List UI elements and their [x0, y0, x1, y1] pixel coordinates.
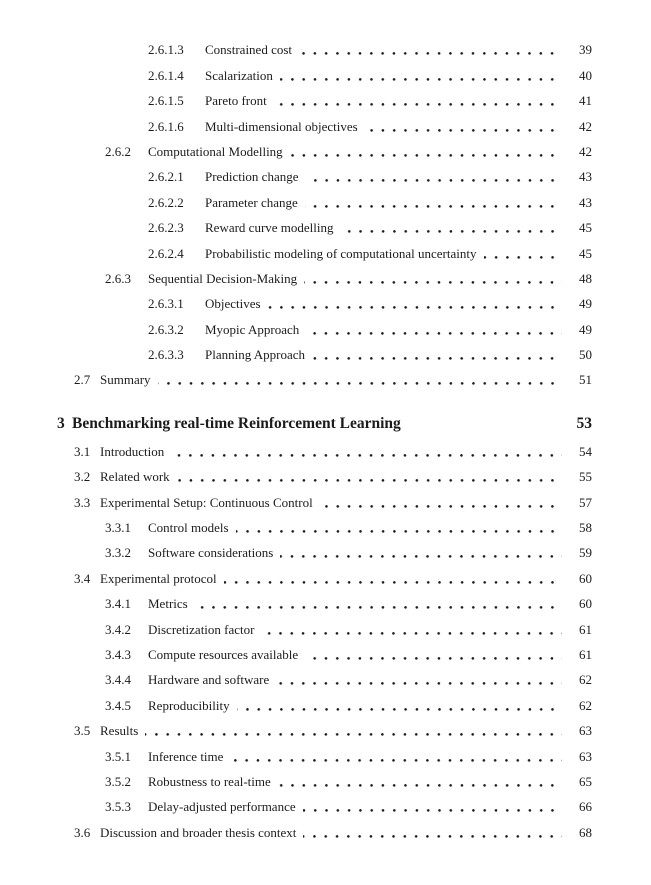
toc-entry-number: 3.5: [74, 723, 91, 739]
toc-entry-title: Planning Approach: [205, 347, 306, 363]
toc-entry[interactable]: [47, 790, 592, 815]
toc-entry-page: 54: [579, 443, 592, 459]
toc-entry-number: 3.4.5: [105, 697, 131, 713]
toc-entry-page: 65: [579, 773, 592, 789]
toc-entry-title: Results: [100, 723, 139, 739]
toc-entry-page: 58: [579, 520, 592, 536]
dot-leader: [195, 606, 562, 609]
toc-entry[interactable]: [47, 287, 592, 312]
toc-entry-number: 2.6.2.2: [148, 194, 184, 210]
toc-entry-title: Myopic Approach: [205, 321, 300, 337]
toc-entry-page: 62: [579, 672, 592, 688]
toc-entry-number: 2.6.1.3: [148, 42, 184, 58]
toc-entry[interactable]: [47, 185, 592, 210]
toc-entry[interactable]: [47, 262, 592, 287]
toc-entry[interactable]: [47, 587, 592, 612]
toc-entry-page: 43: [579, 194, 592, 210]
toc-entry[interactable]: [47, 612, 592, 637]
toc-entry[interactable]: [47, 663, 592, 688]
toc-entry-page: 61: [579, 621, 592, 637]
toc-entry-title: Computational Modelling: [148, 143, 283, 159]
dot-leader: [280, 555, 562, 558]
toc-entry-title: Introduction: [100, 443, 165, 459]
toc-entry-number: 3.1: [74, 443, 91, 459]
toc-entry[interactable]: [47, 236, 592, 261]
toc-entry-number: 2.6.3.2: [148, 321, 184, 337]
toc-entry[interactable]: [47, 135, 592, 160]
toc-entry-number: 2.6.1.4: [148, 67, 184, 83]
toc-entry-title: Discretization factor: [148, 621, 255, 637]
toc-entry-title: Sequential Decision-Making: [148, 270, 298, 286]
toc-entry-number: 2.6.3: [105, 270, 131, 286]
toc-entry-title: Metrics: [148, 596, 188, 612]
toc-entry-page: 66: [579, 799, 592, 815]
toc-entry[interactable]: [47, 561, 592, 586]
dot-leader: [365, 129, 562, 132]
toc-entry[interactable]: [47, 460, 592, 485]
toc-entry-title: Inference time: [148, 748, 224, 764]
toc-entry-page: 43: [579, 169, 592, 185]
toc-entry-page: 57: [579, 494, 592, 510]
toc-entry-number: 2.6.2.3: [148, 220, 184, 236]
toc-entry-number: 3: [57, 415, 65, 433]
toc-entry-number: 3.4.2: [105, 621, 131, 637]
toc-entry-title: Prediction change: [205, 169, 299, 185]
toc-entry-page: 42: [579, 143, 592, 159]
toc-entry-title: Delay-adjusted performance: [148, 799, 296, 815]
toc-entry-page: 41: [579, 93, 592, 109]
spacer: [408, 428, 562, 431]
dot-leader: [305, 657, 562, 660]
dot-leader: [230, 759, 562, 762]
toc-entry-title: Robustness to real-time: [148, 773, 271, 789]
toc-entry-page: 60: [579, 570, 592, 586]
toc-entry[interactable]: [47, 33, 592, 58]
toc-entry-page: 42: [579, 118, 592, 134]
dot-leader: [306, 179, 563, 182]
dot-leader: [303, 835, 562, 838]
toc-entry[interactable]: [47, 638, 592, 663]
toc-entry-number: 2.6.3.3: [148, 347, 184, 363]
dot-leader: [299, 52, 562, 55]
toc-entry-number: 3.5.1: [105, 748, 131, 764]
toc-entry-title: Scalarization: [205, 67, 273, 83]
toc-entry-number: 3.3.2: [105, 545, 131, 561]
toc-entry-page: 63: [579, 748, 592, 764]
toc-entry-title: Control models: [148, 520, 229, 536]
toc-entry-number: 2.6.1.5: [148, 93, 184, 109]
toc-entry-title: Software considerations: [148, 545, 274, 561]
toc-entry[interactable]: [47, 765, 592, 790]
toc-entry-page: 60: [579, 596, 592, 612]
toc-entry[interactable]: [47, 84, 592, 109]
toc-entry-number: 3.6: [74, 824, 91, 840]
toc-entry[interactable]: [47, 511, 592, 536]
dot-leader: [304, 281, 562, 284]
toc-chapter-heading[interactable]: [47, 406, 592, 434]
toc-entry-page: 48: [579, 270, 592, 286]
toc-entry-number: 3.4.1: [105, 596, 131, 612]
toc-entry[interactable]: [47, 160, 592, 185]
toc-entry-page: 39: [579, 42, 592, 58]
toc-entry[interactable]: [47, 312, 592, 337]
toc-entry-number: 3.3: [74, 494, 91, 510]
dot-leader: [236, 530, 562, 533]
toc-entry-page: 55: [579, 469, 592, 485]
toc-entry-page: 45: [579, 245, 592, 261]
toc-list: [47, 0, 592, 841]
toc-entry-title: Hardware and software: [148, 672, 270, 688]
dot-leader: [177, 479, 562, 482]
toc-entry[interactable]: [47, 109, 592, 134]
toc-entry-page: 63: [579, 723, 592, 739]
dot-leader: [320, 505, 562, 508]
toc-entry-number: 3.5.3: [105, 799, 131, 815]
dot-leader: [278, 784, 562, 787]
toc-entry-page: 61: [579, 646, 592, 662]
dot-leader: [280, 78, 562, 81]
toc-entry-title: Pareto front: [205, 93, 267, 109]
toc-entry-page: 50: [579, 347, 592, 363]
toc-entry[interactable]: [47, 338, 592, 363]
toc-entry-number: 2.6.2.4: [148, 245, 184, 261]
dot-leader: [145, 733, 562, 736]
toc-entry-number: 3.4: [74, 570, 91, 586]
toc-entry[interactable]: [47, 536, 592, 561]
toc-entry-title: Related work: [100, 469, 170, 485]
toc-entry-title: Reproducibility: [148, 697, 230, 713]
toc-entry[interactable]: [47, 485, 592, 510]
toc-entry-title: Benchmarking real-time Reinforcement Learning: [72, 415, 401, 433]
toc-entry-page: 40: [579, 67, 592, 83]
toc-entry-page: 49: [579, 321, 592, 337]
toc-entry[interactable]: [47, 58, 592, 83]
toc-entry-number: 3.5.2: [105, 773, 131, 789]
toc-entry-number: 3.4.4: [105, 672, 131, 688]
toc-entry-title: Summary: [100, 372, 151, 388]
toc-entry-number: 3.4.3: [105, 646, 131, 662]
dot-leader: [171, 454, 562, 457]
toc-entry-title: Compute resources available: [148, 646, 299, 662]
toc-entry-page: 53: [576, 415, 592, 433]
dot-leader: [268, 306, 562, 309]
toc-entry-number: 3.3.1: [105, 520, 131, 536]
toc-entry-page: 45: [579, 220, 592, 236]
toc-entry-page: 49: [579, 296, 592, 312]
toc-entry-title: Objectives: [205, 296, 261, 312]
dot-leader: [224, 581, 562, 584]
toc-entry-page: 68: [579, 824, 592, 840]
toc-entry-number: 2.7: [74, 372, 91, 388]
toc-entry[interactable]: [47, 714, 592, 739]
dot-leader: [276, 682, 562, 685]
toc-entry-page: 51: [579, 372, 592, 388]
dot-leader: [158, 382, 562, 385]
toc-entry[interactable]: [47, 434, 592, 459]
toc-entry-title: Discussion and broader thesis context: [100, 824, 297, 840]
dot-leader: [312, 357, 562, 360]
toc-entry[interactable]: [47, 363, 592, 388]
toc-entry-number: 2.6.2.1: [148, 169, 184, 185]
toc-entry-title: Experimental protocol: [100, 570, 217, 586]
dot-leader: [484, 256, 563, 259]
toc-entry-number: 3.2: [74, 469, 91, 485]
toc-entry-number: 2.6.1.6: [148, 118, 184, 134]
dot-leader: [274, 103, 562, 106]
toc-entry-title: Probabilistic modeling of computational uncertainty: [205, 245, 477, 261]
toc-entry-title: Experimental Setup: Continuous Control: [100, 494, 313, 510]
toc-entry-page: 62: [579, 697, 592, 713]
dot-leader: [290, 154, 562, 157]
toc-entry-number: 2.6.3.1: [148, 296, 184, 312]
dot-leader: [306, 332, 562, 335]
toc-entry[interactable]: [47, 211, 592, 236]
dot-leader: [305, 205, 562, 208]
toc-entry-page: 59: [579, 545, 592, 561]
dot-leader: [261, 632, 562, 635]
toc-entry-title: Reward curve modelling: [205, 220, 334, 236]
toc-entry-title: Multi-dimensional objectives: [205, 118, 358, 134]
toc-entry-title: Constrained cost: [205, 42, 293, 58]
toc-entry[interactable]: [47, 739, 592, 764]
dot-leader: [237, 708, 562, 711]
toc-entry[interactable]: [47, 688, 592, 713]
toc-entry-title: Parameter change: [205, 194, 298, 210]
toc-entry[interactable]: [47, 815, 592, 840]
dot-leader: [303, 809, 562, 812]
toc-entry-number: 2.6.2: [105, 143, 131, 159]
dot-leader: [341, 230, 562, 233]
